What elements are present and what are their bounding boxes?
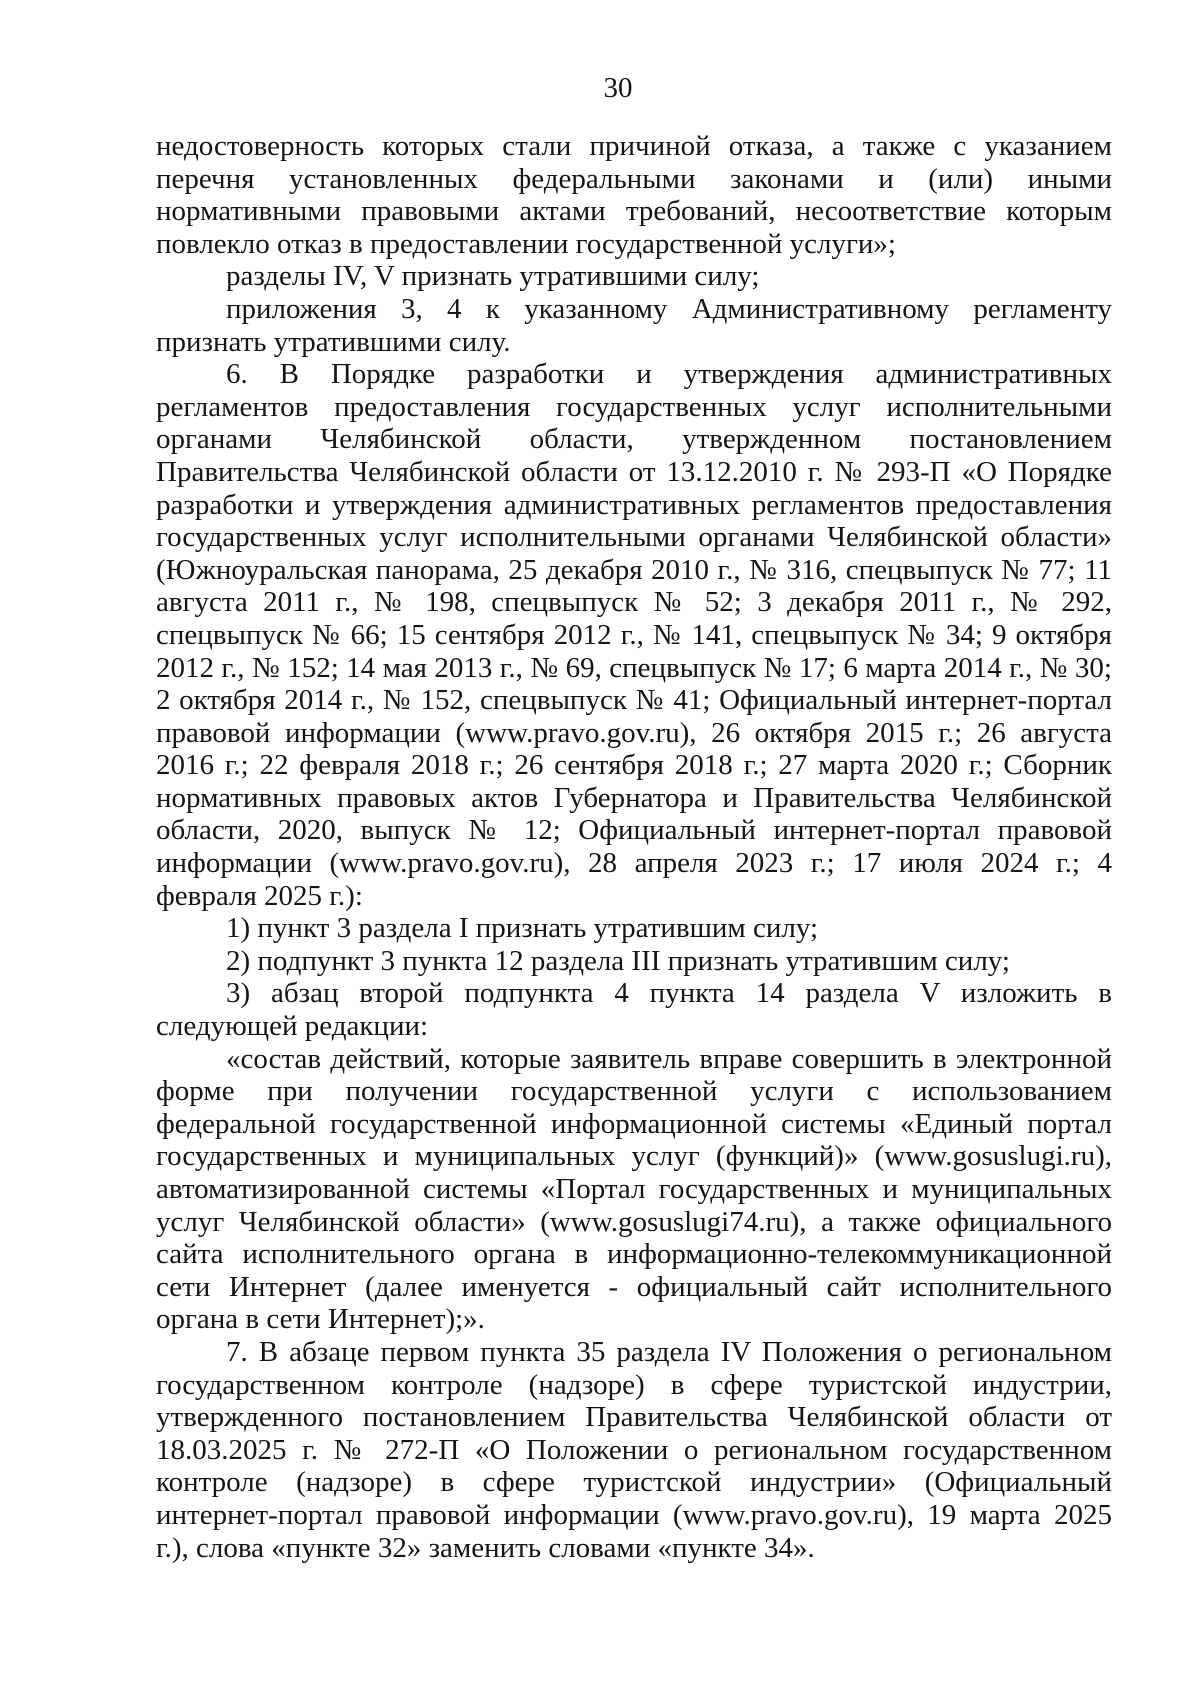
- paragraph-new-wording: «состав действий, которые заявитель вправе совершить в электронной форме при получении государственной услуги с использованием федеральной государственной информационной системы «Единый портал государственных и муниципальных услуг (функций)» (www.gosuslugi.ru), автоматизированной системы «Портал государственных и муниципальных услуг Челябинской области» (www.gosuslugi74.ru), а также официального сайта исполнительного органа в информационно-телекоммуникационной сети Интернет (далее именуется - официальный сайт исполнительного органа в сети Интернет);».: [156, 1042, 1112, 1336]
- paragraph-subitem-2: 2) подпункт 3 пункта 12 раздела III признать утратившим силу;: [226, 944, 1010, 977]
- paragraph-appendices-repealed: приложения 3, 4 к указанному Административному регламенту признать утратившими силу.: [156, 292, 1112, 358]
- paragraph-item-6: 6. В Порядке разработки и утверждения административных регламентов предоставления государственных услуг исполнительными органами Челябинской области, утвержденном постановлением Правительства Челябинской области от 13.12.2010 г. № 293-П «О Порядке разработки и утверждения административных регламентов предоставления государственных услуг исполнительными органами Челябинской области» (Южноуральская панорама, 25 декабря 2010 г., № 316, спецвыпуск № 77; 11 августа 2011 г., № 198, спецвыпуск № 52; 3 декабря 2011 г., № 292, спецвыпуск № 66; 15 сентября 2012 г., № 141, спецвыпуск № 34; 9 октября 2012 г., № 152; 14 мая 2013 г., № 69, спецвыпуск № 17; 6 марта 2014 г., № 30; 2 октября 2014 г., № 152, спецвыпуск № 41; Официальный интернет-портал правовой информации (www.pravo.gov.ru), 26 октября 2015 г.; 26 августа 2016 г.; 22 февраля 2018 г.; 26 сентября 2018 г.; 27 марта 2020 г.; Сборник нормативных правовых актов Губернатора и Правительства Челябинской области, 2020, выпуск № 12; Официальный интернет-портал правовой информации (www.pravo.gov.ru), 28 апреля 2023 г.; 17 июля 2024 г.; 4 февраля 2025 г.):: [156, 358, 1112, 912]
- paragraph-item-7: 7. В абзаце первом пункта 35 раздела IV Положения о региональном государственном контроле (надзоре) в сфере туристской индустрии, утвержденного постановлением Правительства Челябинской области от 18.03.2025 г. № 272-П «О Положении о региональном государственном контроле (надзоре) в сфере туристской индустрии» (Официальный интернет-портал правовой информации (www.pravo.gov.ru), 19 марта 2025 г.), слова «пункте 32» заменить словами «пункте 34».: [156, 1335, 1112, 1564]
- paragraph-sections-repealed: разделы IV, V признать утратившими силу;: [226, 260, 760, 293]
- document-body: [156, 130, 1112, 1564]
- page-number: 30: [603, 72, 633, 104]
- paragraph-continuation: недостоверность которых стали причиной отказа, а также с указанием перечня установленных федеральными законами и (или) иными нормативными правовыми актами требований, несоответствие которым повлекло отказ в предоставлении государственной услуги»;: [156, 130, 1112, 260]
- paragraph-subitem-1: 1) пункт 3 раздела I признать утратившим силу;: [226, 912, 819, 945]
- paragraph-subitem-3: 3) абзац второй подпункта 4 пункта 14 раздела V изложить в следующей редакции:: [156, 977, 1112, 1043]
